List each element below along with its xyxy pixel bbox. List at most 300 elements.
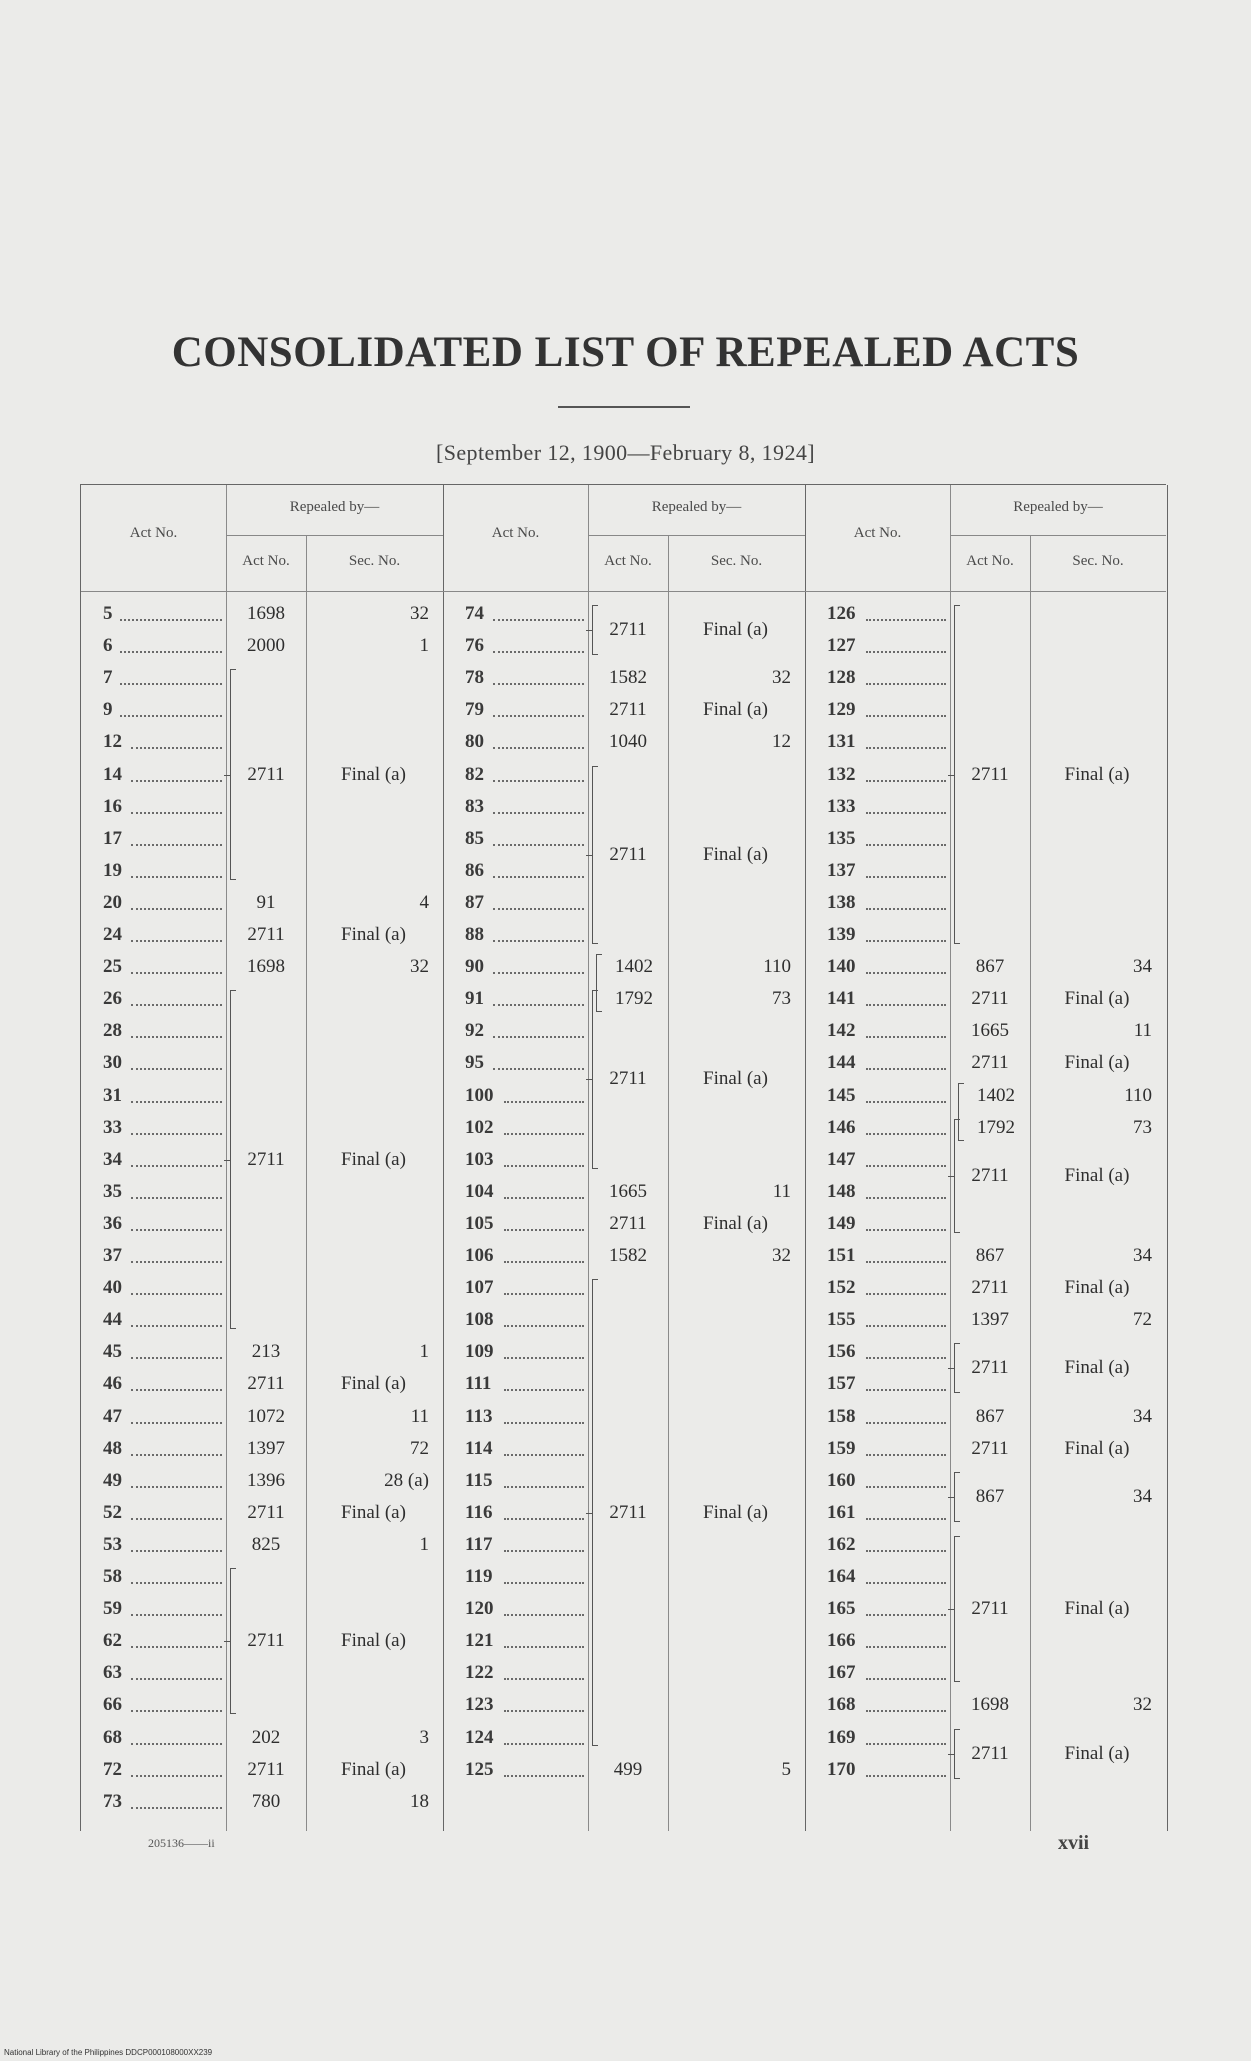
repealing-act-number: 1582: [609, 667, 647, 689]
act-number: 144: [827, 1052, 856, 1074]
section-number: Final (a): [341, 1630, 406, 1652]
header-sec-no: Sec. No.: [1072, 553, 1124, 569]
dot-leader: [131, 1518, 222, 1520]
repealing-act-number: 91: [256, 891, 276, 913]
dot-leader: [866, 1165, 946, 1167]
dot-leader: [493, 876, 584, 878]
dot-leader: [131, 1486, 222, 1488]
section-number: Final (a): [703, 843, 768, 865]
act-number: 26: [103, 988, 122, 1010]
repealing-act-number: 2000: [247, 635, 285, 657]
repealing-act-number: 1072: [247, 1405, 285, 1427]
dot-leader: [866, 1486, 946, 1488]
section-number: 11: [410, 1405, 429, 1427]
dot-leader: [504, 1133, 584, 1135]
dot-leader: [504, 1293, 584, 1295]
dot-leader: [131, 1775, 222, 1777]
dot-leader: [866, 1743, 946, 1745]
dot-leader: [120, 619, 222, 621]
dot-leader: [493, 844, 584, 846]
dot-leader: [131, 908, 222, 910]
dot-leader: [866, 780, 946, 782]
section-number: 1: [419, 1341, 429, 1363]
dot-leader: [504, 1646, 584, 1648]
repealing-act-number: 1698: [247, 956, 285, 978]
act-number: 131: [827, 731, 856, 753]
section-number: Final (a): [1064, 763, 1130, 785]
act-number: 164: [827, 1566, 856, 1587]
act-number: 127: [827, 635, 856, 657]
act-number: 149: [827, 1212, 856, 1234]
section-number: 28 (a): [384, 1469, 429, 1491]
act-number: 128: [827, 667, 856, 689]
dot-leader: [131, 1422, 222, 1424]
dot-leader: [131, 812, 222, 814]
repealing-act-number: 2711: [971, 1742, 1009, 1764]
repealing-act-number: 2711: [609, 1212, 647, 1234]
act-number: 105: [465, 1212, 494, 1234]
page-title: CONSOLIDATED LIST OF REPEALED ACTS: [171, 329, 1080, 376]
section-number: 72: [410, 1437, 429, 1459]
act-number: 119: [465, 1566, 493, 1587]
repealing-act-number: 2711: [971, 1277, 1009, 1299]
repealing-act-number: 2711: [609, 1068, 647, 1090]
repealing-act-number: 2711: [247, 1501, 285, 1523]
date-range-subtitle: [September 12, 1900—February 8, 1924]: [436, 440, 815, 465]
repealing-act-number: 2711: [971, 1437, 1009, 1459]
section-number: Final (a): [703, 1501, 768, 1523]
act-number: 58: [103, 1566, 122, 1587]
group-brace: [958, 1083, 959, 1141]
repealing-act-number: 867: [975, 1485, 1005, 1507]
act-number: 152: [827, 1277, 856, 1299]
header-bottom-rule: [443, 591, 805, 592]
panel-divider: [805, 485, 806, 1831]
section-number: 32: [1133, 1694, 1152, 1716]
table-panel-3: [805, 485, 1166, 1831]
act-col-divider: [950, 485, 951, 1831]
act-number: 92: [465, 1020, 484, 1042]
repealing-act-number: 825: [251, 1533, 281, 1555]
act-number: 121: [465, 1630, 494, 1652]
section-number: 11: [772, 1180, 791, 1202]
act-number: 125: [465, 1758, 494, 1780]
repealing-act-number: 2711: [971, 1598, 1009, 1620]
act-number: 25: [103, 956, 122, 978]
act-number: 155: [827, 1309, 856, 1331]
repealing-act-number: 2711: [247, 1758, 285, 1780]
dot-leader: [866, 1325, 946, 1327]
act-number: 113: [465, 1405, 493, 1427]
repealing-act-number: 1665: [609, 1180, 647, 1202]
section-number: 73: [1133, 1116, 1152, 1138]
section-number: Final (a): [1064, 1598, 1130, 1620]
section-number: 32: [410, 603, 429, 624]
act-number: 161: [827, 1501, 856, 1523]
header-bottom-rule: [81, 591, 443, 592]
act-number: 139: [827, 924, 856, 945]
section-number: Final (a): [703, 1212, 768, 1234]
repealing-act-number: 213: [251, 1341, 281, 1363]
act-number: 24: [103, 924, 122, 945]
repealing-act-number: 2711: [247, 763, 285, 785]
dot-leader: [493, 683, 584, 685]
dot-leader: [504, 1389, 584, 1391]
act-number: 63: [103, 1662, 122, 1684]
act-number: 162: [827, 1533, 856, 1555]
page-number: xvii: [1058, 1832, 1090, 1854]
dot-leader: [866, 1678, 946, 1680]
act-number: 62: [103, 1630, 122, 1652]
repealing-act-number: 202: [251, 1726, 281, 1748]
section-number: 11: [1133, 1020, 1152, 1042]
act-number: 132: [827, 763, 856, 785]
dot-leader: [493, 1036, 584, 1038]
act-number: 104: [465, 1180, 494, 1202]
dot-leader: [131, 1646, 222, 1648]
act-number: 47: [103, 1405, 122, 1427]
repealing-act-number: 2711: [247, 1148, 285, 1170]
repealing-act-number: 1665: [971, 1020, 1009, 1042]
act-number: 156: [827, 1341, 856, 1363]
dot-leader: [866, 1068, 946, 1070]
act-number: 37: [103, 1245, 122, 1266]
dot-leader: [131, 780, 222, 782]
act-number: 114: [465, 1437, 493, 1459]
dot-leader: [493, 908, 584, 910]
repealing-act-number: 1396: [247, 1469, 285, 1491]
repealing-act-number: 2711: [609, 699, 647, 721]
dot-leader: [866, 1614, 946, 1616]
repealing-act-number: 1698: [971, 1694, 1009, 1716]
dot-leader: [131, 1357, 222, 1359]
repealing-act-number: 2711: [247, 924, 285, 945]
act-number: 28: [103, 1020, 122, 1042]
act-number: 109: [465, 1341, 494, 1363]
dot-leader: [504, 1582, 584, 1584]
section-number: 32: [772, 1245, 791, 1266]
act-number: 49: [103, 1469, 122, 1491]
dot-leader: [131, 1614, 222, 1616]
dot-leader: [493, 1068, 584, 1070]
dot-leader: [131, 1389, 222, 1391]
repealing-act-number: 1397: [247, 1437, 285, 1459]
section-number: 34: [1133, 1405, 1152, 1427]
dot-leader: [131, 1293, 222, 1295]
section-number: Final (a): [1064, 1357, 1130, 1379]
dot-leader: [504, 1550, 584, 1552]
dot-leader: [131, 1678, 222, 1680]
dot-leader: [866, 683, 946, 685]
repealing-act-number: 499: [613, 1758, 643, 1780]
act-number: 31: [103, 1084, 122, 1106]
dot-leader: [866, 940, 946, 942]
act-number: 107: [465, 1277, 494, 1299]
act-number: 133: [827, 795, 856, 817]
repealing-act-number: 2711: [971, 988, 1009, 1010]
act-number: 151: [827, 1245, 856, 1266]
panel-divider: [443, 485, 444, 1831]
act-number: 34: [103, 1148, 122, 1170]
dot-leader: [504, 1743, 584, 1745]
dot-leader: [504, 1165, 584, 1167]
dot-leader: [866, 1293, 946, 1295]
dot-leader: [504, 1678, 584, 1680]
act-number: 59: [103, 1598, 122, 1620]
header-repealed-by: Repealed by—: [651, 499, 742, 515]
dot-leader: [866, 747, 946, 749]
section-number: Final (a): [341, 763, 406, 785]
act-number: 91: [465, 988, 484, 1010]
act-number: 146: [827, 1116, 856, 1138]
dot-leader: [866, 876, 946, 878]
dot-leader: [866, 1197, 946, 1199]
act-number: 159: [827, 1437, 856, 1459]
dot-leader: [866, 1004, 946, 1006]
print-code: 205136——ii: [148, 1836, 215, 1850]
dot-leader: [866, 1422, 946, 1424]
act-number: 6: [103, 635, 113, 657]
dot-leader: [504, 1101, 584, 1103]
dot-leader: [120, 715, 222, 717]
section-number: 1: [419, 1533, 429, 1555]
repealing-act-number: 2711: [971, 1357, 1009, 1379]
dot-leader: [493, 972, 584, 974]
act-number: 53: [103, 1533, 122, 1555]
act-number: 137: [827, 859, 856, 881]
dot-leader: [131, 940, 222, 942]
section-number: Final (a): [703, 699, 768, 721]
dot-leader: [131, 1261, 222, 1263]
repealing-act-number: 2711: [247, 1630, 285, 1652]
section-number: 72: [1133, 1309, 1152, 1331]
dot-leader: [493, 747, 584, 749]
section-number: 12: [772, 731, 791, 753]
header-act-no: Act No.: [491, 525, 540, 541]
act-number: 147: [827, 1148, 856, 1170]
act-number: 138: [827, 891, 856, 913]
dot-leader: [866, 619, 946, 621]
dot-leader: [866, 972, 946, 974]
dot-leader: [866, 1101, 946, 1103]
dot-leader: [866, 1229, 946, 1231]
dot-leader: [131, 747, 222, 749]
act-number: 46: [103, 1373, 122, 1395]
header-subrule: [588, 535, 805, 536]
dot-leader: [866, 1582, 946, 1584]
act-number: 116: [465, 1501, 493, 1523]
repealing-act-number: 1402: [615, 956, 653, 978]
repealing-act-number: 2711: [971, 763, 1009, 785]
subact-col-divider: [1030, 535, 1031, 1831]
dot-leader: [131, 1550, 222, 1552]
act-number: 165: [827, 1598, 856, 1620]
dot-leader: [120, 651, 222, 653]
dot-leader: [866, 1646, 946, 1648]
section-number: 34: [1133, 956, 1152, 978]
act-number: 167: [827, 1662, 856, 1684]
act-number: 17: [103, 827, 122, 849]
repealing-act-number: 1792: [977, 1116, 1015, 1138]
repealing-act-number: 2711: [247, 1373, 285, 1395]
act-number: 14: [103, 763, 122, 785]
header-sec-no: Sec. No.: [348, 553, 401, 569]
dot-leader: [131, 1036, 222, 1038]
act-number: 124: [465, 1726, 494, 1748]
dot-leader: [504, 1518, 584, 1520]
act-number: 73: [103, 1790, 122, 1812]
act-number: 20: [103, 891, 122, 913]
dot-leader: [493, 1004, 584, 1006]
section-number: Final (a): [1064, 1437, 1130, 1459]
dot-leader: [866, 1357, 946, 1359]
dot-leader: [866, 1133, 946, 1135]
act-number: 44: [103, 1309, 122, 1331]
dot-leader: [504, 1261, 584, 1263]
act-number: 80: [465, 731, 484, 753]
act-number: 76: [465, 635, 484, 657]
act-number: 36: [103, 1212, 122, 1234]
act-number: 102: [465, 1116, 494, 1138]
dot-leader: [131, 876, 222, 878]
repealed-acts-table: [80, 484, 1166, 1831]
act-number: 169: [827, 1726, 856, 1748]
act-number: 106: [465, 1245, 494, 1266]
act-number: 5: [103, 603, 113, 624]
header-subrule: [950, 535, 1166, 536]
dot-leader: [866, 1710, 946, 1712]
act-number: 111: [465, 1373, 492, 1395]
dot-leader: [131, 1710, 222, 1712]
act-number: 83: [465, 795, 484, 817]
act-number: 66: [103, 1694, 122, 1716]
section-number: 3: [419, 1726, 429, 1748]
act-number: 160: [827, 1469, 856, 1491]
repealing-act-number: 780: [251, 1790, 281, 1812]
header-repealed-by: Repealed by—: [1013, 499, 1103, 515]
dot-leader: [131, 1454, 222, 1456]
dot-leader: [866, 812, 946, 814]
section-number: Final (a): [1064, 988, 1130, 1010]
act-number: 33: [103, 1116, 122, 1138]
section-number: Final (a): [341, 1148, 406, 1170]
repealing-act-number: 1402: [977, 1084, 1015, 1106]
dot-leader: [504, 1486, 584, 1488]
act-number: 115: [465, 1469, 493, 1491]
act-number: 123: [465, 1694, 494, 1716]
act-number: 12: [103, 731, 122, 753]
dot-leader: [493, 619, 584, 621]
act-number: 120: [465, 1598, 494, 1620]
dot-leader: [131, 972, 222, 974]
title-rule: [558, 406, 690, 408]
dot-leader: [866, 1550, 946, 1552]
section-number: Final (a): [703, 1068, 768, 1090]
dot-leader: [504, 1422, 584, 1424]
dot-leader: [131, 1807, 222, 1809]
dot-leader: [131, 1004, 222, 1006]
repealing-act-number: 2711: [609, 619, 647, 641]
dot-leader: [131, 1229, 222, 1231]
act-number: 170: [827, 1758, 856, 1780]
dot-leader: [866, 1518, 946, 1520]
repealing-act-number: 1040: [609, 731, 647, 753]
dot-leader: [504, 1775, 584, 1777]
header-bottom-rule: [805, 591, 1166, 592]
act-number: 158: [827, 1405, 856, 1427]
act-number: 74: [465, 603, 484, 624]
dot-leader: [504, 1325, 584, 1327]
act-number: 78: [465, 667, 484, 689]
section-number: Final (a): [341, 1373, 406, 1395]
act-number: 52: [103, 1501, 122, 1523]
dot-leader: [504, 1357, 584, 1359]
dot-leader: [866, 908, 946, 910]
dot-leader: [493, 715, 584, 717]
section-number: 34: [1133, 1485, 1152, 1507]
repealing-act-number: 2711: [971, 1052, 1009, 1074]
header-sec-no: Sec. No.: [710, 553, 763, 569]
section-number: 18: [410, 1790, 429, 1812]
repealing-act-number: 1582: [609, 1245, 647, 1266]
act-number: 7: [103, 667, 113, 689]
group-brace: [596, 954, 597, 1012]
section-number: Final (a): [341, 924, 406, 945]
dot-leader: [131, 1165, 222, 1167]
act-number: 35: [103, 1180, 122, 1202]
act-number: 135: [827, 827, 856, 849]
header-act-no: Act No.: [129, 525, 178, 541]
act-number: 90: [465, 956, 484, 978]
repealing-act-number: 1397: [971, 1309, 1009, 1331]
dot-leader: [866, 715, 946, 717]
section-number: 110: [763, 956, 791, 978]
act-number: 85: [465, 827, 484, 849]
dot-leader: [120, 683, 222, 685]
section-number: Final (a): [341, 1758, 406, 1780]
act-number: 157: [827, 1373, 856, 1395]
dot-leader: [131, 1743, 222, 1745]
section-number: 32: [772, 667, 791, 689]
act-number: 79: [465, 699, 484, 721]
repealing-act-number: 867: [975, 1405, 1005, 1427]
section-number: 32: [410, 956, 429, 978]
header-sub-act-no: Act No.: [966, 553, 1014, 569]
section-number: Final (a): [1064, 1277, 1130, 1299]
act-number: 168: [827, 1694, 856, 1716]
library-credit: National Library of the Philippines DDCP000108000XX239: [4, 2048, 213, 2057]
act-number: 87: [465, 891, 484, 913]
repealing-act-number: 2711: [971, 1164, 1009, 1186]
dot-leader: [131, 1133, 222, 1135]
dot-leader: [866, 1389, 946, 1391]
act-number: 82: [465, 763, 484, 785]
act-number: 141: [827, 988, 856, 1010]
act-number: 9: [103, 699, 113, 721]
repealing-act-number: 867: [975, 1245, 1005, 1266]
repealing-act-number: 2711: [609, 843, 647, 865]
dot-leader: [504, 1454, 584, 1456]
act-number: 166: [827, 1630, 856, 1652]
repealing-act-number: 867: [975, 956, 1005, 978]
act-number: 145: [827, 1084, 856, 1106]
header-sub-act-no: Act No.: [604, 553, 652, 569]
act-number: 129: [827, 699, 856, 721]
repealing-act-number: 2711: [609, 1501, 647, 1523]
dot-leader: [866, 1036, 946, 1038]
table-panel-1: [81, 485, 443, 1831]
act-number: 148: [827, 1180, 856, 1202]
